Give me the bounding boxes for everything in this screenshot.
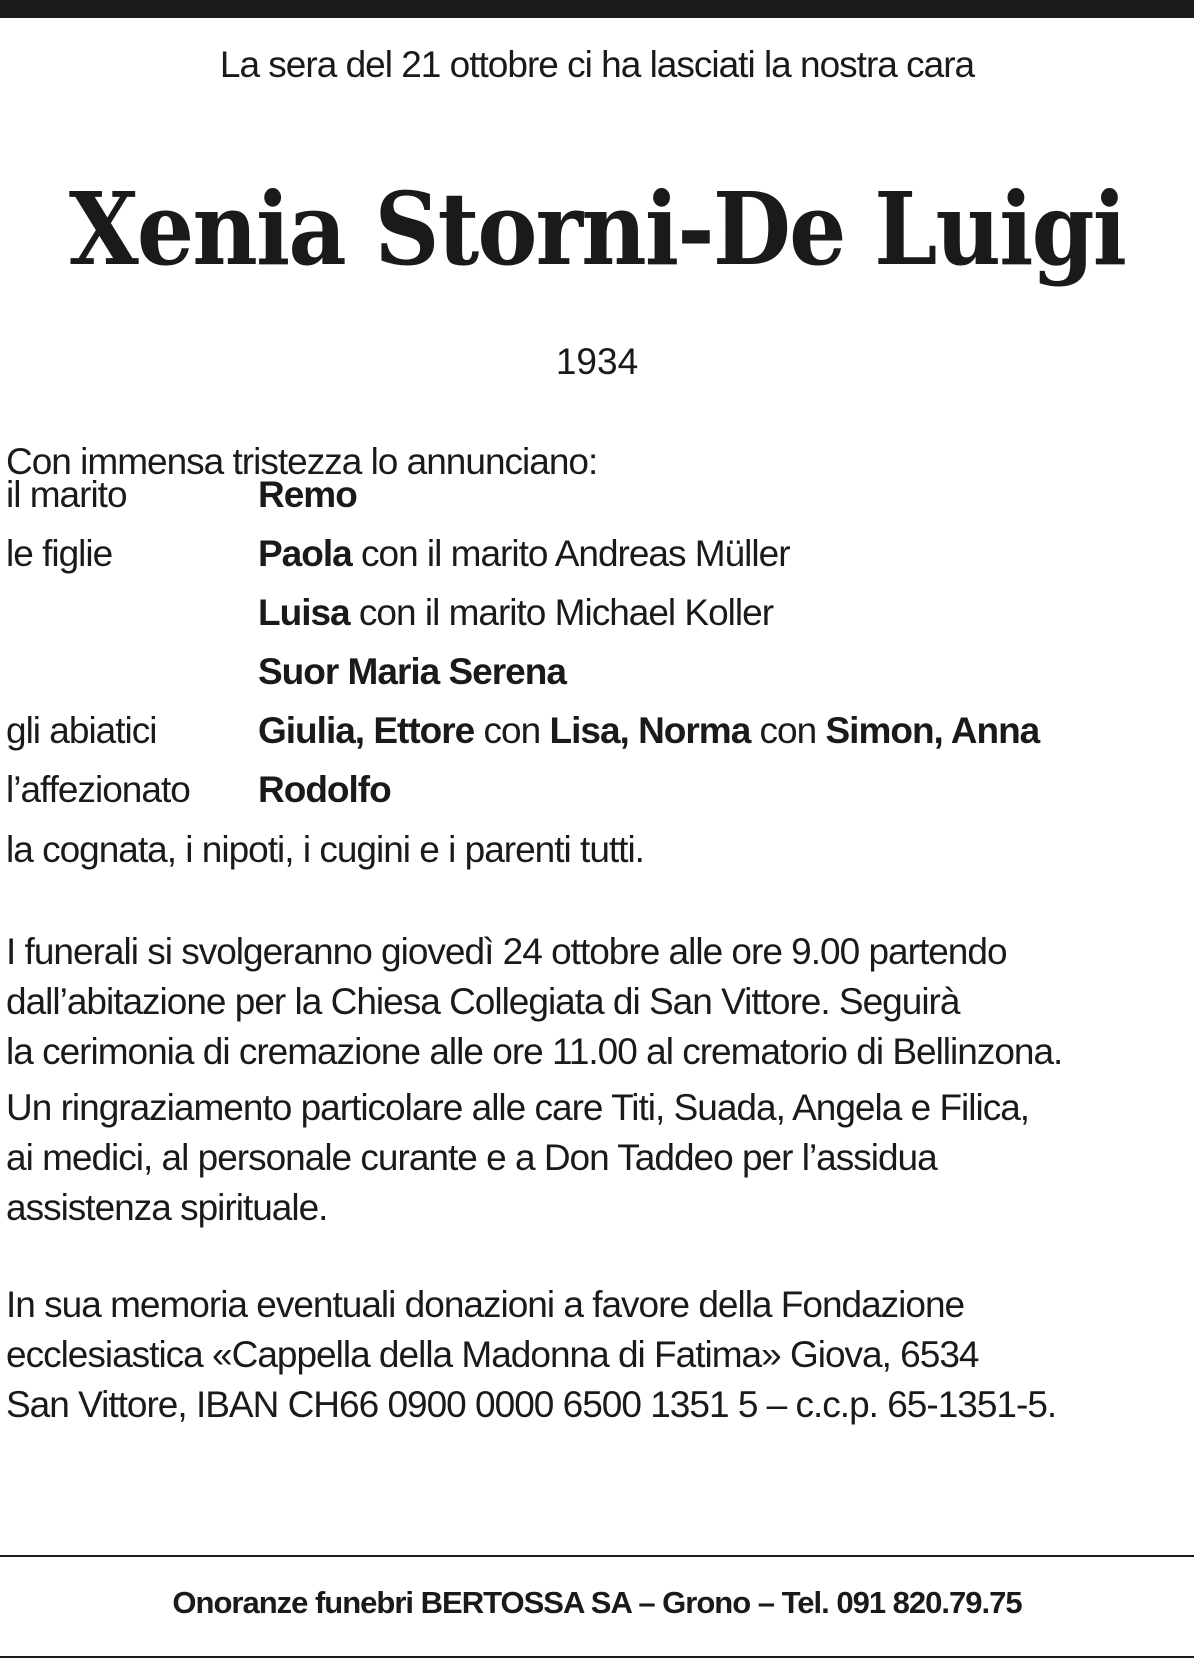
announce-line: Con immensa tristezza lo annunciano: bbox=[6, 441, 598, 482]
deceased-name: Xenia Storni-De Luigi bbox=[68, 170, 1126, 288]
grandchild-names: Simon, Anna bbox=[825, 710, 1040, 751]
family-row-others: la cognata, i nipoti, i cugini e i parenti tutti. bbox=[6, 829, 644, 870]
text-line: In sua memoria eventuali donazioni a favore della Fondazione bbox=[6, 1284, 965, 1325]
devoted-name: Rodolfo bbox=[258, 769, 391, 810]
thanks-paragraph bbox=[6, 1083, 1029, 1233]
text-line: I funerali si svolgeranno giovedì 24 ottobre alle ore 9.00 partendo bbox=[6, 931, 1007, 972]
divider-lower bbox=[0, 1656, 1194, 1658]
divider-upper bbox=[0, 1555, 1194, 1557]
funeral-home-footer: Onoranze funebri BERTOSSA SA – Grono – Tel. 091 820.79.75 bbox=[172, 1585, 1022, 1620]
role-label: le figlie bbox=[6, 533, 113, 574]
text-line: ai medici, al personale curante e a Don Taddeo per l’assidua bbox=[6, 1137, 937, 1178]
husband-name: Remo bbox=[258, 474, 357, 515]
funeral-paragraph bbox=[6, 927, 1062, 1077]
text-line: assistenza spirituale. bbox=[6, 1187, 328, 1228]
daughter-name: Suor Maria Serena bbox=[258, 651, 566, 692]
daughter-detail: con il marito Michael Koller bbox=[349, 592, 774, 633]
top-rule bbox=[0, 0, 1194, 18]
donations-paragraph bbox=[6, 1280, 1056, 1430]
text-line: Un ringraziamento particolare alle care Titi, Suada, Angela e Filica, bbox=[6, 1087, 1030, 1128]
text-line: ecclesiastica «Cappella della Madonna di Fatima» Giova, 6534 bbox=[6, 1334, 979, 1375]
text-line: dall’abitazione per la Chiesa Collegiata di San Vittore. Seguirà bbox=[6, 981, 960, 1022]
grandchild-names: Giulia, Ettore bbox=[258, 710, 475, 751]
text-line: la cerimonia di cremazione alle ore 11.00 al crematorio di Bellinzona. bbox=[6, 1031, 1063, 1072]
role-label: gli abiatici bbox=[6, 710, 157, 751]
daughter-name: Paola bbox=[258, 533, 352, 574]
intro-line: La sera del 21 ottobre ci ha lasciati la nostra cara bbox=[219, 44, 975, 85]
role-label: il marito bbox=[6, 474, 127, 515]
role-label: l’affezionato bbox=[6, 769, 190, 810]
daughter-name: Luisa bbox=[258, 592, 350, 633]
text-line: San Vittore, IBAN CH66 0900 0000 6500 1351 5 – c.c.p. 65-1351-5. bbox=[6, 1384, 1057, 1425]
grandchild-names: Lisa, Norma bbox=[549, 710, 751, 751]
daughter-detail: con il marito Andreas Müller bbox=[351, 533, 790, 574]
birth-year: 1934 bbox=[555, 341, 639, 382]
